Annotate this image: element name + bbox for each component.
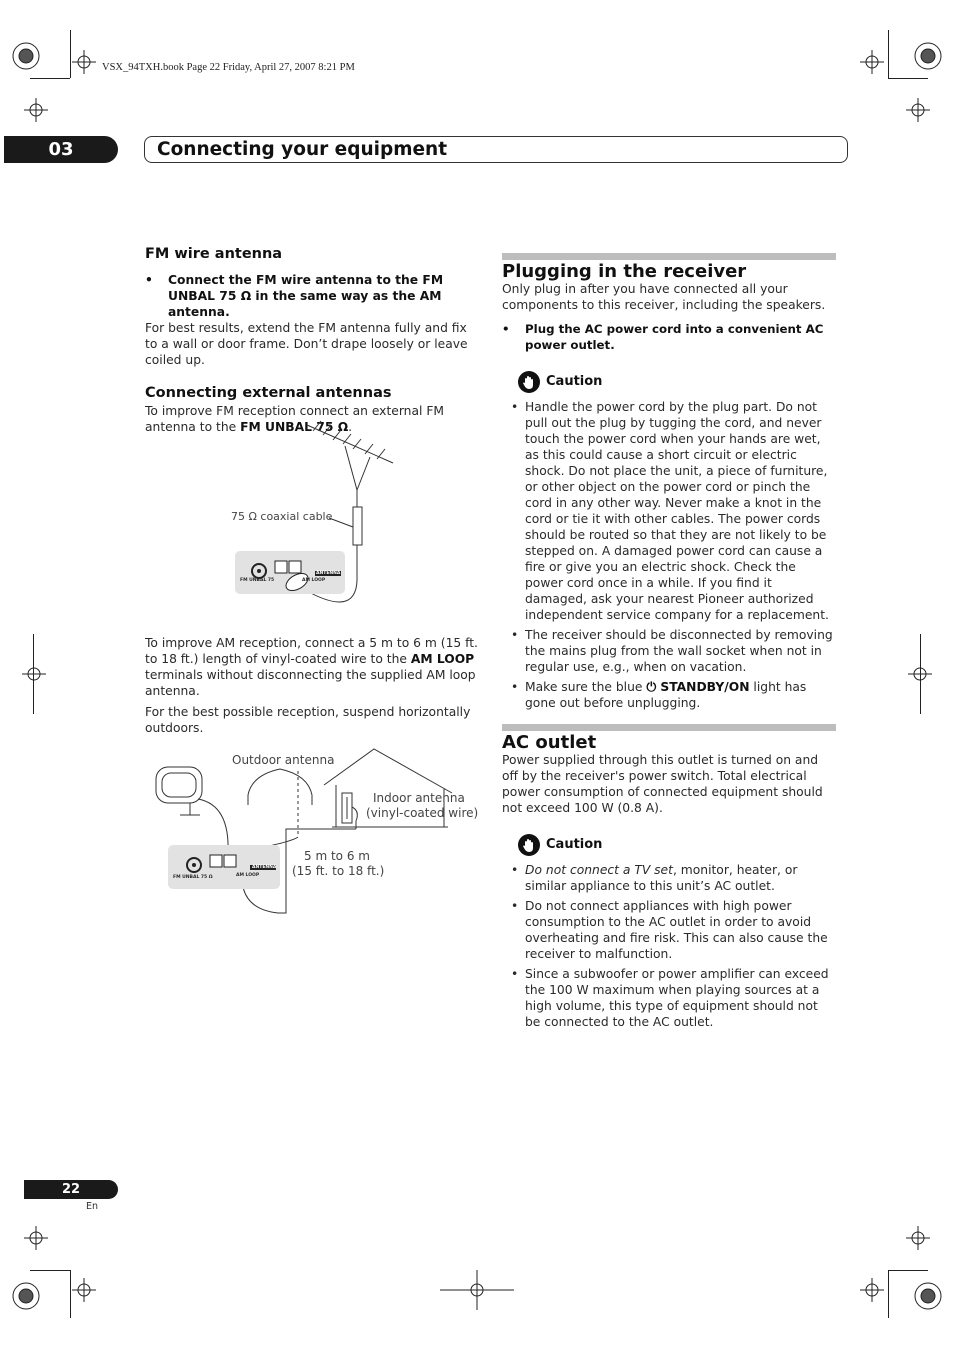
plugging-caution-list bbox=[502, 399, 836, 711]
page-number: 22 bbox=[24, 1180, 118, 1199]
fm-wire-bullet-part2: in the same way as the AM antenna. bbox=[168, 289, 442, 319]
vinyl-wire-label: (vinyl-coated wire) bbox=[366, 806, 479, 820]
standby-text-2: light has gone out before unplugging. bbox=[525, 680, 807, 710]
am-antenna-diagram bbox=[150, 745, 480, 920]
ac-outlet-intro: Power supplied through this outlet is turned on and off by the receiver's power switch. Total electrical power consumption of connected equipment should not exceed 100 W (0.8 A). bbox=[502, 753, 823, 815]
chapter-title: Connecting your equipment bbox=[144, 136, 848, 163]
section-bar bbox=[502, 724, 836, 731]
suspend-note: For the best possible reception, suspend horizontally outdoors. bbox=[145, 705, 471, 735]
left-column bbox=[145, 246, 481, 435]
list-item: • The receiver should be disconnected by removing the mains plug from the wall socket when not in regular use, e.g., when on vacation. bbox=[502, 627, 836, 675]
am-loop-label: AM LOOP bbox=[410, 652, 475, 666]
standby-on-label: STANDBY/ON bbox=[656, 680, 750, 694]
section-bar bbox=[502, 253, 836, 260]
length-imperial-label: (15 ft. to 18 ft.) bbox=[292, 864, 385, 878]
fm-wire-bullet: • Connect the FM wire antenna to the FM UNBAL 75 Ω in the same way as the AM antenna. bbox=[145, 273, 444, 319]
plugging-bullet: • Plug the AC power cord into a convenient AC power outlet. bbox=[502, 322, 824, 352]
coax-label bbox=[231, 510, 332, 524]
ohm-symbol: Ω bbox=[337, 420, 349, 434]
caution-label: Caution bbox=[546, 374, 603, 389]
tv-set-warning-rest: , monitor, heater, or similar appliance to this unit’s AC outlet. bbox=[525, 863, 798, 893]
external-antennas-heading: Connecting external antennas bbox=[145, 385, 392, 401]
indoor-antenna-label: Indoor antenna bbox=[373, 791, 465, 805]
outdoor-antenna-label: Outdoor antenna bbox=[232, 753, 335, 767]
coax-suffix: coaxial cable bbox=[256, 510, 333, 523]
hand-icon bbox=[518, 371, 540, 393]
tv-set-warning: Do not connect a TV set bbox=[525, 863, 673, 877]
coax-prefix: 75 bbox=[231, 510, 249, 523]
fm-wire-body: For best results, extend the FM antenna fully and fix to a wall or door frame. Don’t drape loosely or leave coiled up. bbox=[145, 321, 468, 367]
ac-outlet-heading: AC outlet bbox=[502, 732, 597, 753]
caution-header bbox=[518, 834, 836, 856]
panel2-fm-label: FM UNBAL 75 Ω bbox=[173, 875, 213, 880]
panel-fm-label: FM UNBAL 75 bbox=[240, 578, 275, 583]
panel-antenna-label: ANTENNA bbox=[316, 571, 341, 576]
am-reception-body bbox=[145, 635, 481, 699]
ac-outlet-section bbox=[502, 724, 836, 1034]
plugging-heading: Plugging in the receiver bbox=[502, 261, 747, 282]
ohm-symbol: Ω bbox=[240, 289, 252, 303]
list-item: • Do not connect appliances with high power consumption to the AC outlet in order to avoid overheating and fire risk. This can also cause the receiver to malfunction. bbox=[502, 898, 836, 962]
caution-label: Caution bbox=[546, 837, 603, 852]
hand-icon bbox=[518, 834, 540, 856]
fm-wire-heading: FM wire antenna bbox=[145, 246, 283, 262]
list-item bbox=[502, 862, 836, 894]
standby-text-1: Make sure the blue bbox=[525, 680, 647, 694]
list-item bbox=[502, 679, 836, 711]
plugging-intro: Only plug in after you have connected all your components to this receiver, including the speakers. bbox=[502, 282, 826, 312]
am-body-part1: To improve AM reception, connect a 5 m to 6 m (15 ft. to 18 ft.) length of vinyl-coated wire to the bbox=[145, 636, 478, 666]
list-item: • Since a subwoofer or power amplifier can exceed the 100 W maximum when playing sources at a high volume, this type of equipment should not be connected to the AC outlet. bbox=[502, 966, 836, 1030]
panel-am-label: AM LOOP bbox=[302, 578, 326, 583]
length-label: 5 m to 6 m bbox=[304, 849, 370, 863]
chapter-number: 03 bbox=[4, 136, 118, 163]
caution-header bbox=[518, 371, 836, 393]
print-slug: VSX_94TXH.book Page 22 Friday, April 27, 2007 8:21 PM bbox=[102, 62, 355, 73]
standby-icon: ⏻ bbox=[646, 680, 657, 694]
fm-wire-bullet-part1: Connect the FM wire antenna to the FM UNBAL 75 bbox=[168, 273, 444, 303]
plugging-bullet-text: Plug the AC power cord into a convenient AC power outlet. bbox=[525, 322, 824, 352]
panel2-antenna-label: ANTENNA bbox=[252, 865, 277, 870]
ohm-symbol: Ω bbox=[248, 510, 257, 523]
am-body-part2: terminals without disconnecting the supplied AM loop antenna. bbox=[145, 668, 476, 698]
external-body-text: To improve FM reception connect an external FM antenna to the bbox=[145, 404, 445, 434]
ac-caution-list bbox=[502, 862, 836, 1030]
am-reception-text bbox=[145, 635, 481, 736]
panel2-am-label: AM LOOP bbox=[236, 873, 260, 878]
language-code: En bbox=[86, 1201, 99, 1212]
fm-unbal-label: FM UNBAL 75 bbox=[240, 420, 338, 434]
external-body-end: . bbox=[348, 420, 353, 434]
list-item: • Handle the power cord by the plug part. Do not pull out the plug by tugging the cord, and never touch the power cord when your hands are wet, as this could cause a short circuit or electric shock. Do not place the unit, a piece of furniture, or other object on the power cord or pinch the cord in any other way. Never make a knot in the cord or tie it with other cables. The power cords should be routed so that they are not likely to be stepped on. A damaged power cord can cause a fire or give you an electric shock. Check the power cord once in a while. If you find it damaged, ask your nearest Pioneer authorized independent service company for a replacement. bbox=[502, 399, 836, 623]
right-column bbox=[502, 253, 836, 715]
